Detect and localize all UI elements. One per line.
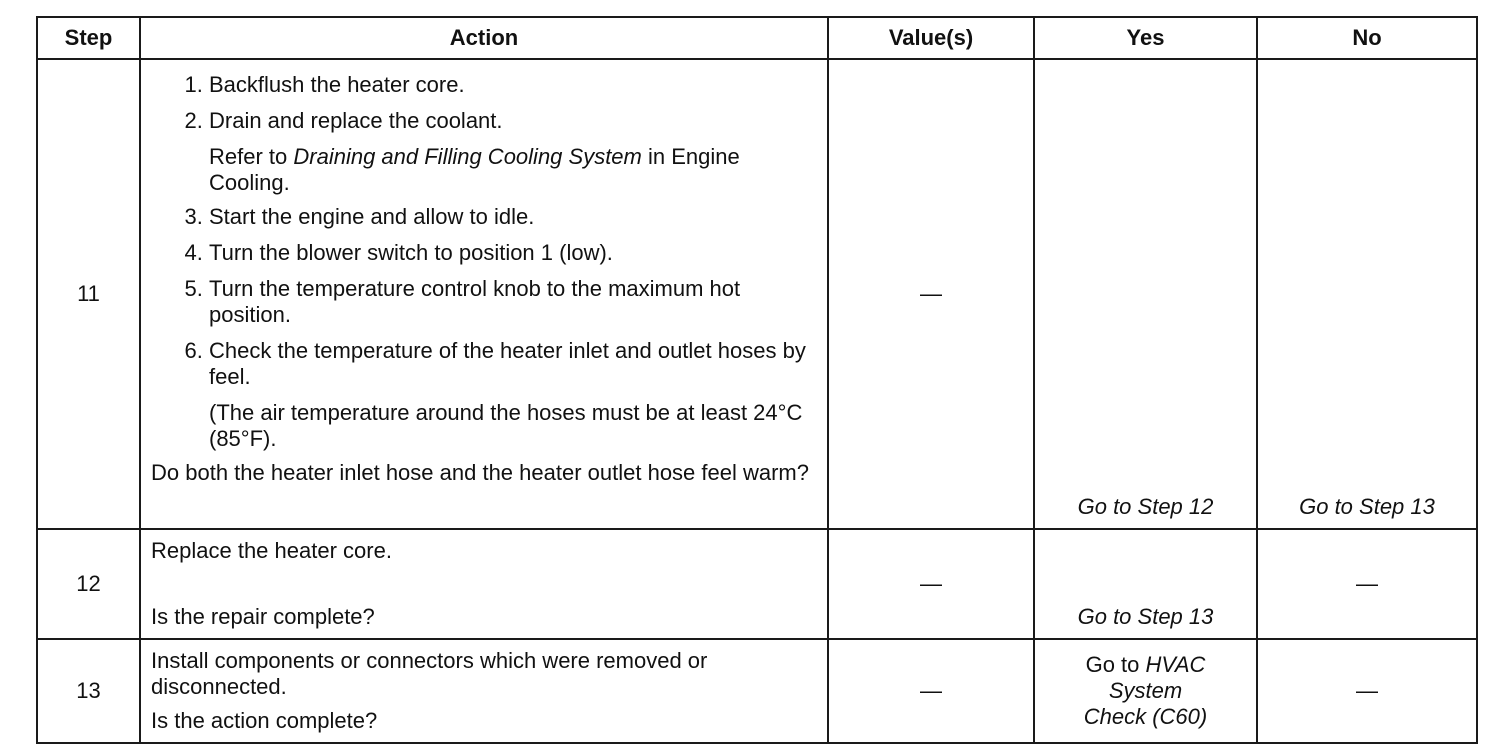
yes-reference — [1035, 652, 1256, 730]
no-cell: Go to Step 13 — [1257, 59, 1477, 529]
yes-prefix: Go to — [1085, 652, 1146, 677]
diagnostic-table — [36, 16, 1478, 744]
action-text: Install components or connectors which were removed or disconnected. — [151, 648, 708, 699]
step-number: 13 — [37, 639, 140, 743]
table-row — [37, 59, 1477, 529]
question-text: Is the action complete? — [151, 708, 378, 733]
header-row — [37, 17, 1477, 59]
value-cell: — — [828, 529, 1034, 639]
list-item: 3. Start the engine and allow to idle. — [209, 204, 817, 230]
value-cell: — — [828, 639, 1034, 743]
table-row — [37, 529, 1477, 639]
question-text: Do both the heater inlet hose and the heater outlet hose feel warm? — [151, 460, 809, 485]
list-item: 4. Turn the blower switch to position 1 (low). — [209, 240, 817, 266]
header-action: Action — [140, 17, 828, 59]
header-no: No — [1257, 17, 1477, 59]
temperature-note: (The air temperature around the hoses must be at least 24°C (85°F). — [209, 400, 803, 451]
list-item: 6. Check the temperature of the heater inlet and outlet hoses by feel. — [209, 338, 817, 390]
value-cell: — — [828, 59, 1034, 529]
header-yes: Yes — [1034, 17, 1257, 59]
action-text: Replace the heater core. — [151, 538, 392, 563]
list-item: 5. Turn the temperature control knob to the maximum hot position. — [209, 276, 817, 328]
reference-prefix: Refer to — [209, 144, 294, 169]
yes-cell: Go to Step 13 — [1034, 529, 1257, 639]
step-number: 12 — [37, 529, 140, 639]
action-list — [151, 204, 817, 390]
list-item — [209, 108, 817, 134]
action-cell — [140, 639, 828, 743]
reference-suffix: in Engine Cooling. — [209, 144, 740, 195]
step-number: 11 — [37, 59, 140, 529]
yes-line-2: System — [1108, 678, 1183, 703]
yes-line-1 — [1086, 652, 1206, 678]
no-cell: — — [1257, 529, 1477, 639]
yes-cell — [1034, 639, 1257, 743]
list-item: 1. Backflush the heater core. — [209, 72, 817, 98]
list-item-text: Drain and replace the coolant. — [209, 108, 503, 133]
yes-cell: Go to Step 12 — [1034, 59, 1257, 529]
action-cell — [140, 529, 828, 639]
no-cell: — — [1257, 639, 1477, 743]
reference-link: Draining and Filling Cooling System — [293, 144, 642, 169]
yes-line-3: Check (C60) — [1083, 704, 1208, 729]
header-values: Value(s) — [828, 17, 1034, 59]
reference-note — [209, 144, 817, 196]
action-list — [151, 72, 817, 134]
question-text: Is the repair complete? — [151, 604, 375, 629]
hvac-link: HVAC — [1145, 652, 1206, 677]
action-cell — [140, 59, 828, 529]
table-row — [37, 639, 1477, 743]
header-step: Step — [37, 17, 140, 59]
